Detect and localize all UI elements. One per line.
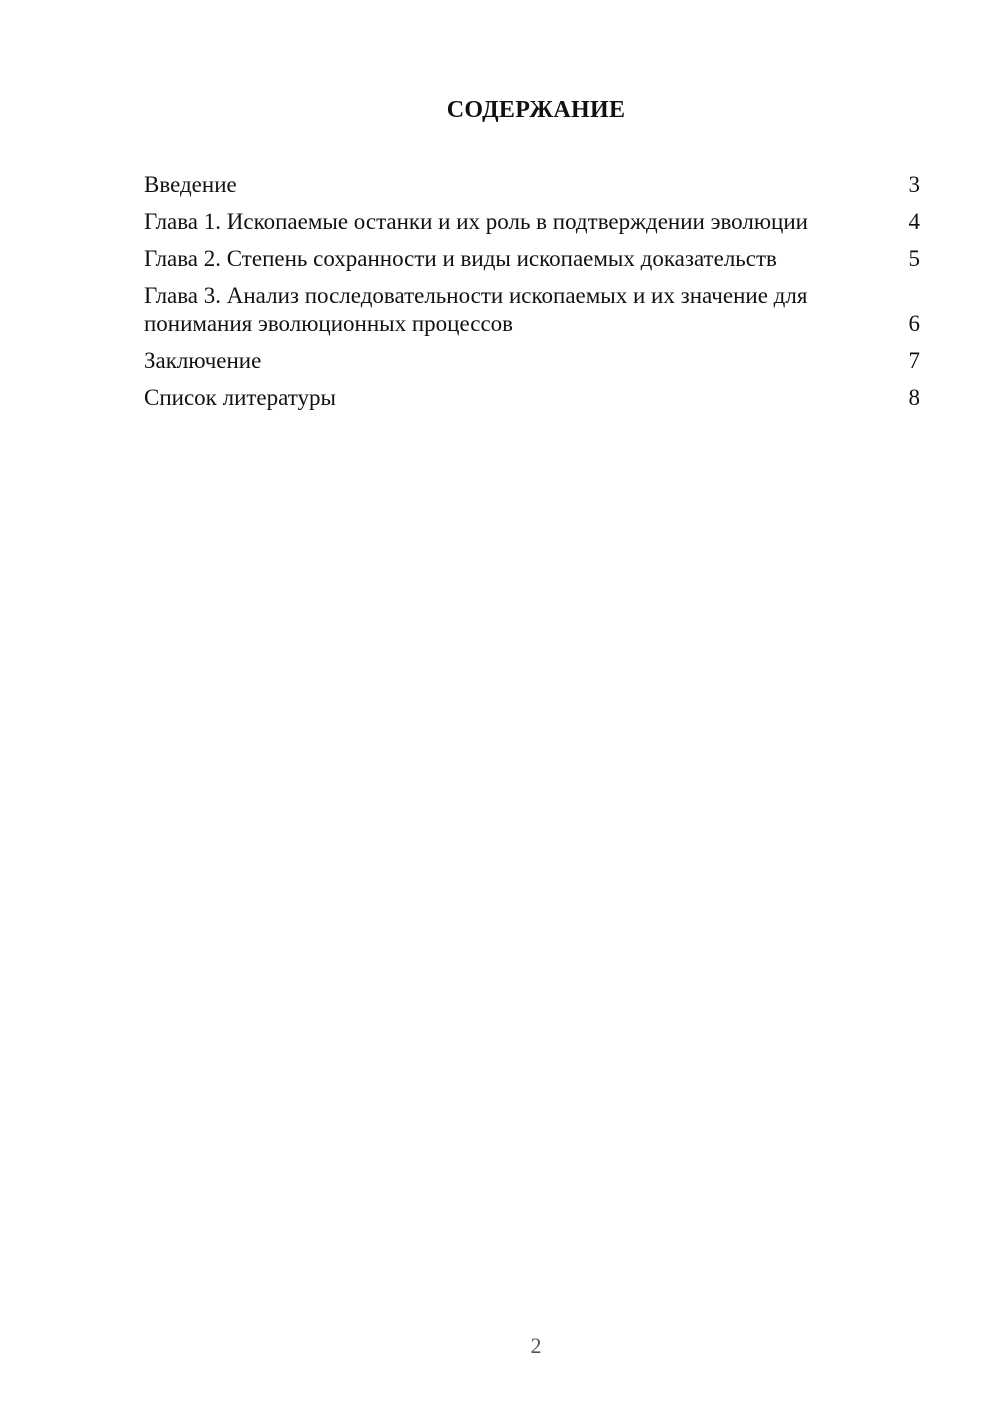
toc-heading: СОДЕРЖАНИЕ	[446, 97, 626, 123]
toc-entry-title: Глава 1. Ископаемые останки и их роль в подтверждении эволюции	[144, 209, 808, 234]
toc-entry-page: 3	[908, 172, 920, 197]
toc-entry-title: Глава 2. Степень сохранности и виды ископаемых доказательств	[144, 246, 777, 271]
toc-entry-page: 7	[908, 348, 920, 373]
toc-entry-title: Глава 3. Анализ последовательности ископаемых и их значение для понимания эволюционных процессов	[144, 283, 808, 336]
toc-entry-introduction[interactable]	[144, 171, 920, 199]
table-of-contents	[144, 171, 920, 421]
toc-entry-references[interactable]	[144, 384, 920, 412]
toc-entry-chapter-1[interactable]	[144, 208, 920, 236]
toc-entry-chapter-2[interactable]	[144, 245, 920, 273]
toc-entry-conclusion[interactable]	[144, 347, 920, 375]
toc-entry-chapter-3[interactable]	[144, 282, 920, 338]
toc-entry-title: Список литературы	[144, 385, 336, 410]
toc-entry-title: Введение	[144, 172, 237, 197]
toc-entry-title: Заключение	[144, 348, 262, 373]
toc-entry-page: 8	[908, 385, 920, 410]
toc-entry-page: 6	[908, 311, 920, 336]
toc-entry-page: 5	[908, 246, 920, 271]
toc-entry-page: 4	[908, 209, 920, 234]
page-number: 2	[530, 1333, 542, 1358]
